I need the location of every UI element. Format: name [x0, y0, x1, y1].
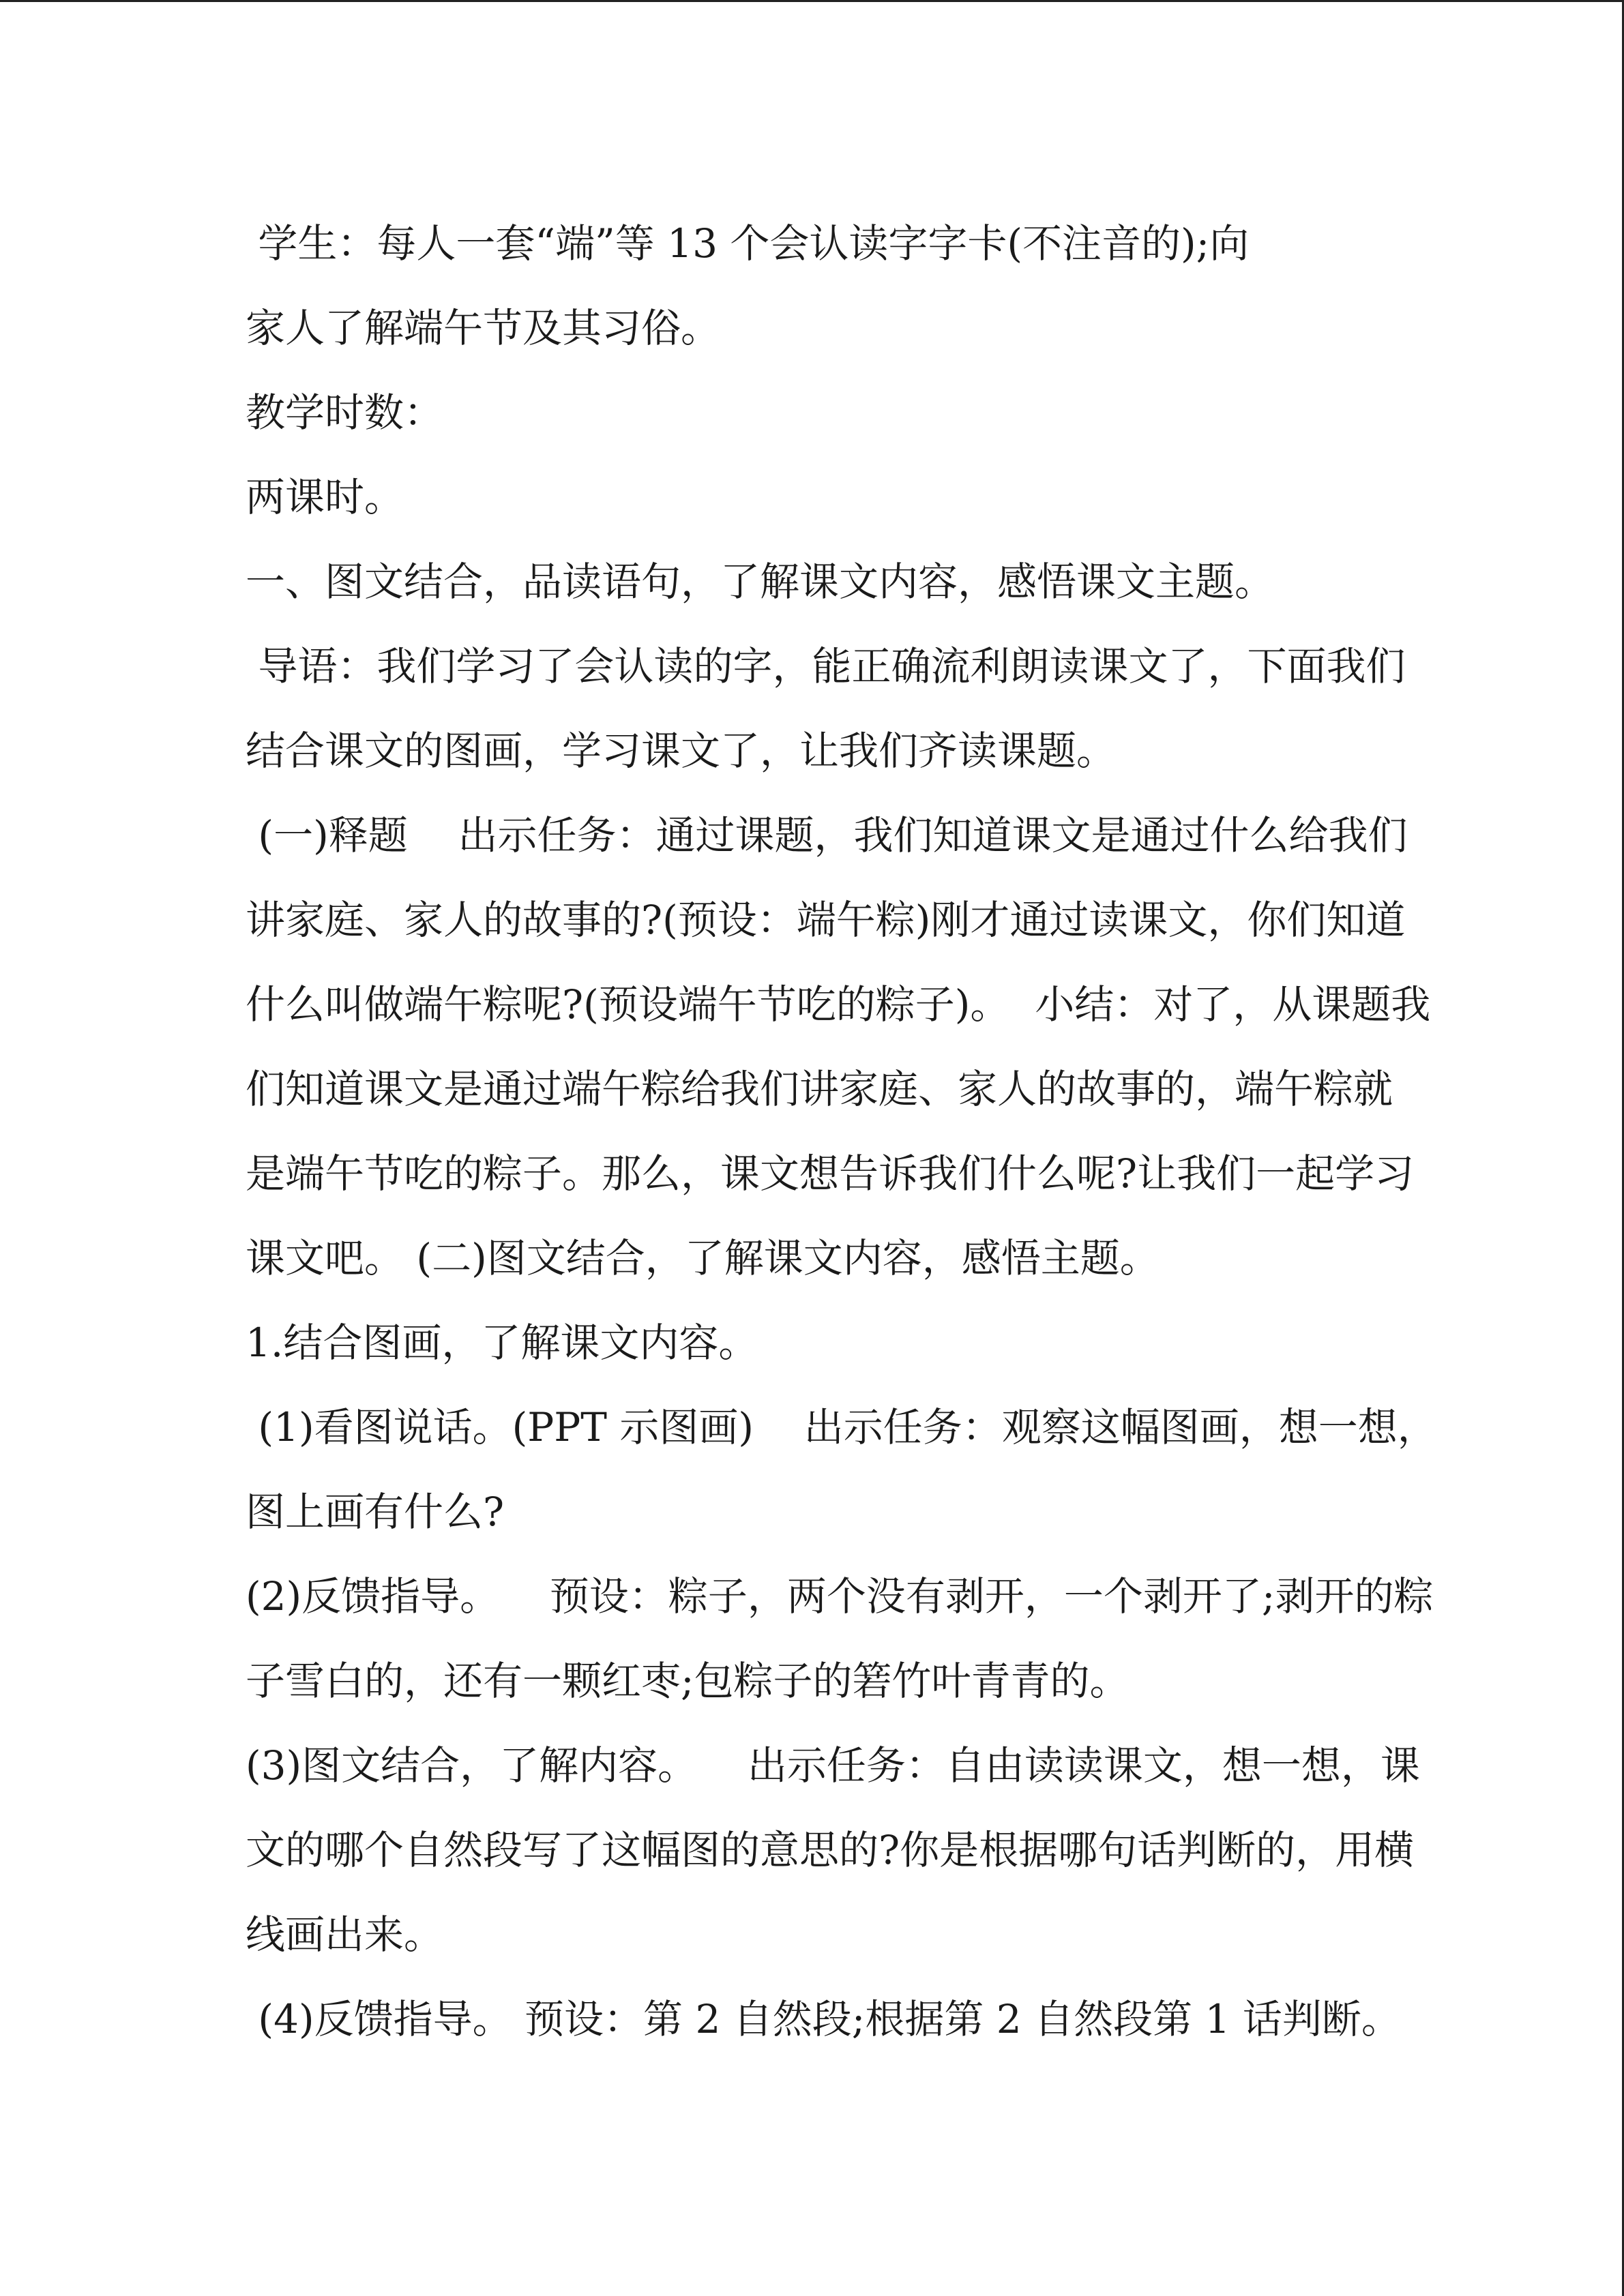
text-line: 1.结合图画，了解课文内容。 [246, 1320, 758, 1366]
text-line: 课文吧。 (二)图文结合，了解课文内容，感悟主题。 [246, 1235, 1160, 1281]
text-line: (3)图文结合，了解内容。 出示任务：自由读读课文，想一想，课 [246, 1742, 1420, 1789]
section-heading: 教学时数： [246, 389, 444, 436]
text-line: (1)看图说话。(PPT 示图画) 出示任务：观察这幅图画，想一想， [246, 1404, 1437, 1450]
page-border-top [0, 0, 1624, 2]
text-line: 文的哪个自然段写了这幅图的意思的?你是根据哪句话判断的，用横 [246, 1827, 1415, 1873]
text-line: (4)反馈指导。 预设：第 2 自然段;根据第 2 自然段第 1 话判断。 [246, 1996, 1401, 2042]
document-body [246, 201, 1437, 2061]
text-line: (2)反馈指导。 预设：粽子，两个没有剥开，一个剥开了;剥开的粽 [246, 1573, 1434, 1620]
text-line: 导语：我们学习了会认读的字，能正确流利朗读课文了，下面我们 [246, 643, 1406, 689]
text-line: 什么叫做端午粽呢?(预设端午节吃的粽子)。 小结：对了，从课题我 [246, 981, 1431, 1028]
text-line: 学生：每人一套“端”等 13 个会认读字字卡(不注音的);向 [246, 220, 1250, 267]
text-line: 子雪白的，还有一颗红枣;包粽子的箬竹叶青青的。 [246, 1658, 1130, 1704]
text-line: 结合课文的图画，学习课文了，让我们齐读课题。 [246, 728, 1117, 774]
text-line: (一)释题 出示任务：通过课题，我们知道课文是通过什么给我们 [246, 812, 1408, 859]
text-line: 讲家庭、家人的故事的?(预设：端午粽)刚才通过读课文，你们知道 [246, 897, 1406, 943]
text-line: 是端午节吃的粽子。那么，课文想告诉我们什么呢?让我们一起学习 [246, 1150, 1415, 1197]
section-heading: 一、图文结合，品读语句，了解课文内容，感悟课文主题。 [246, 558, 1275, 605]
text-line: 两课时。 [246, 474, 404, 520]
text-line: 家人了解端午节及其习俗。 [246, 305, 721, 351]
text-line: 们知道课文是通过端午粽给我们讲家庭、家人的故事的，端午粽就 [246, 1066, 1393, 1112]
text-line: 图上画有什么? [246, 1489, 505, 1535]
text-line: 线画出来。 [246, 1911, 444, 1958]
